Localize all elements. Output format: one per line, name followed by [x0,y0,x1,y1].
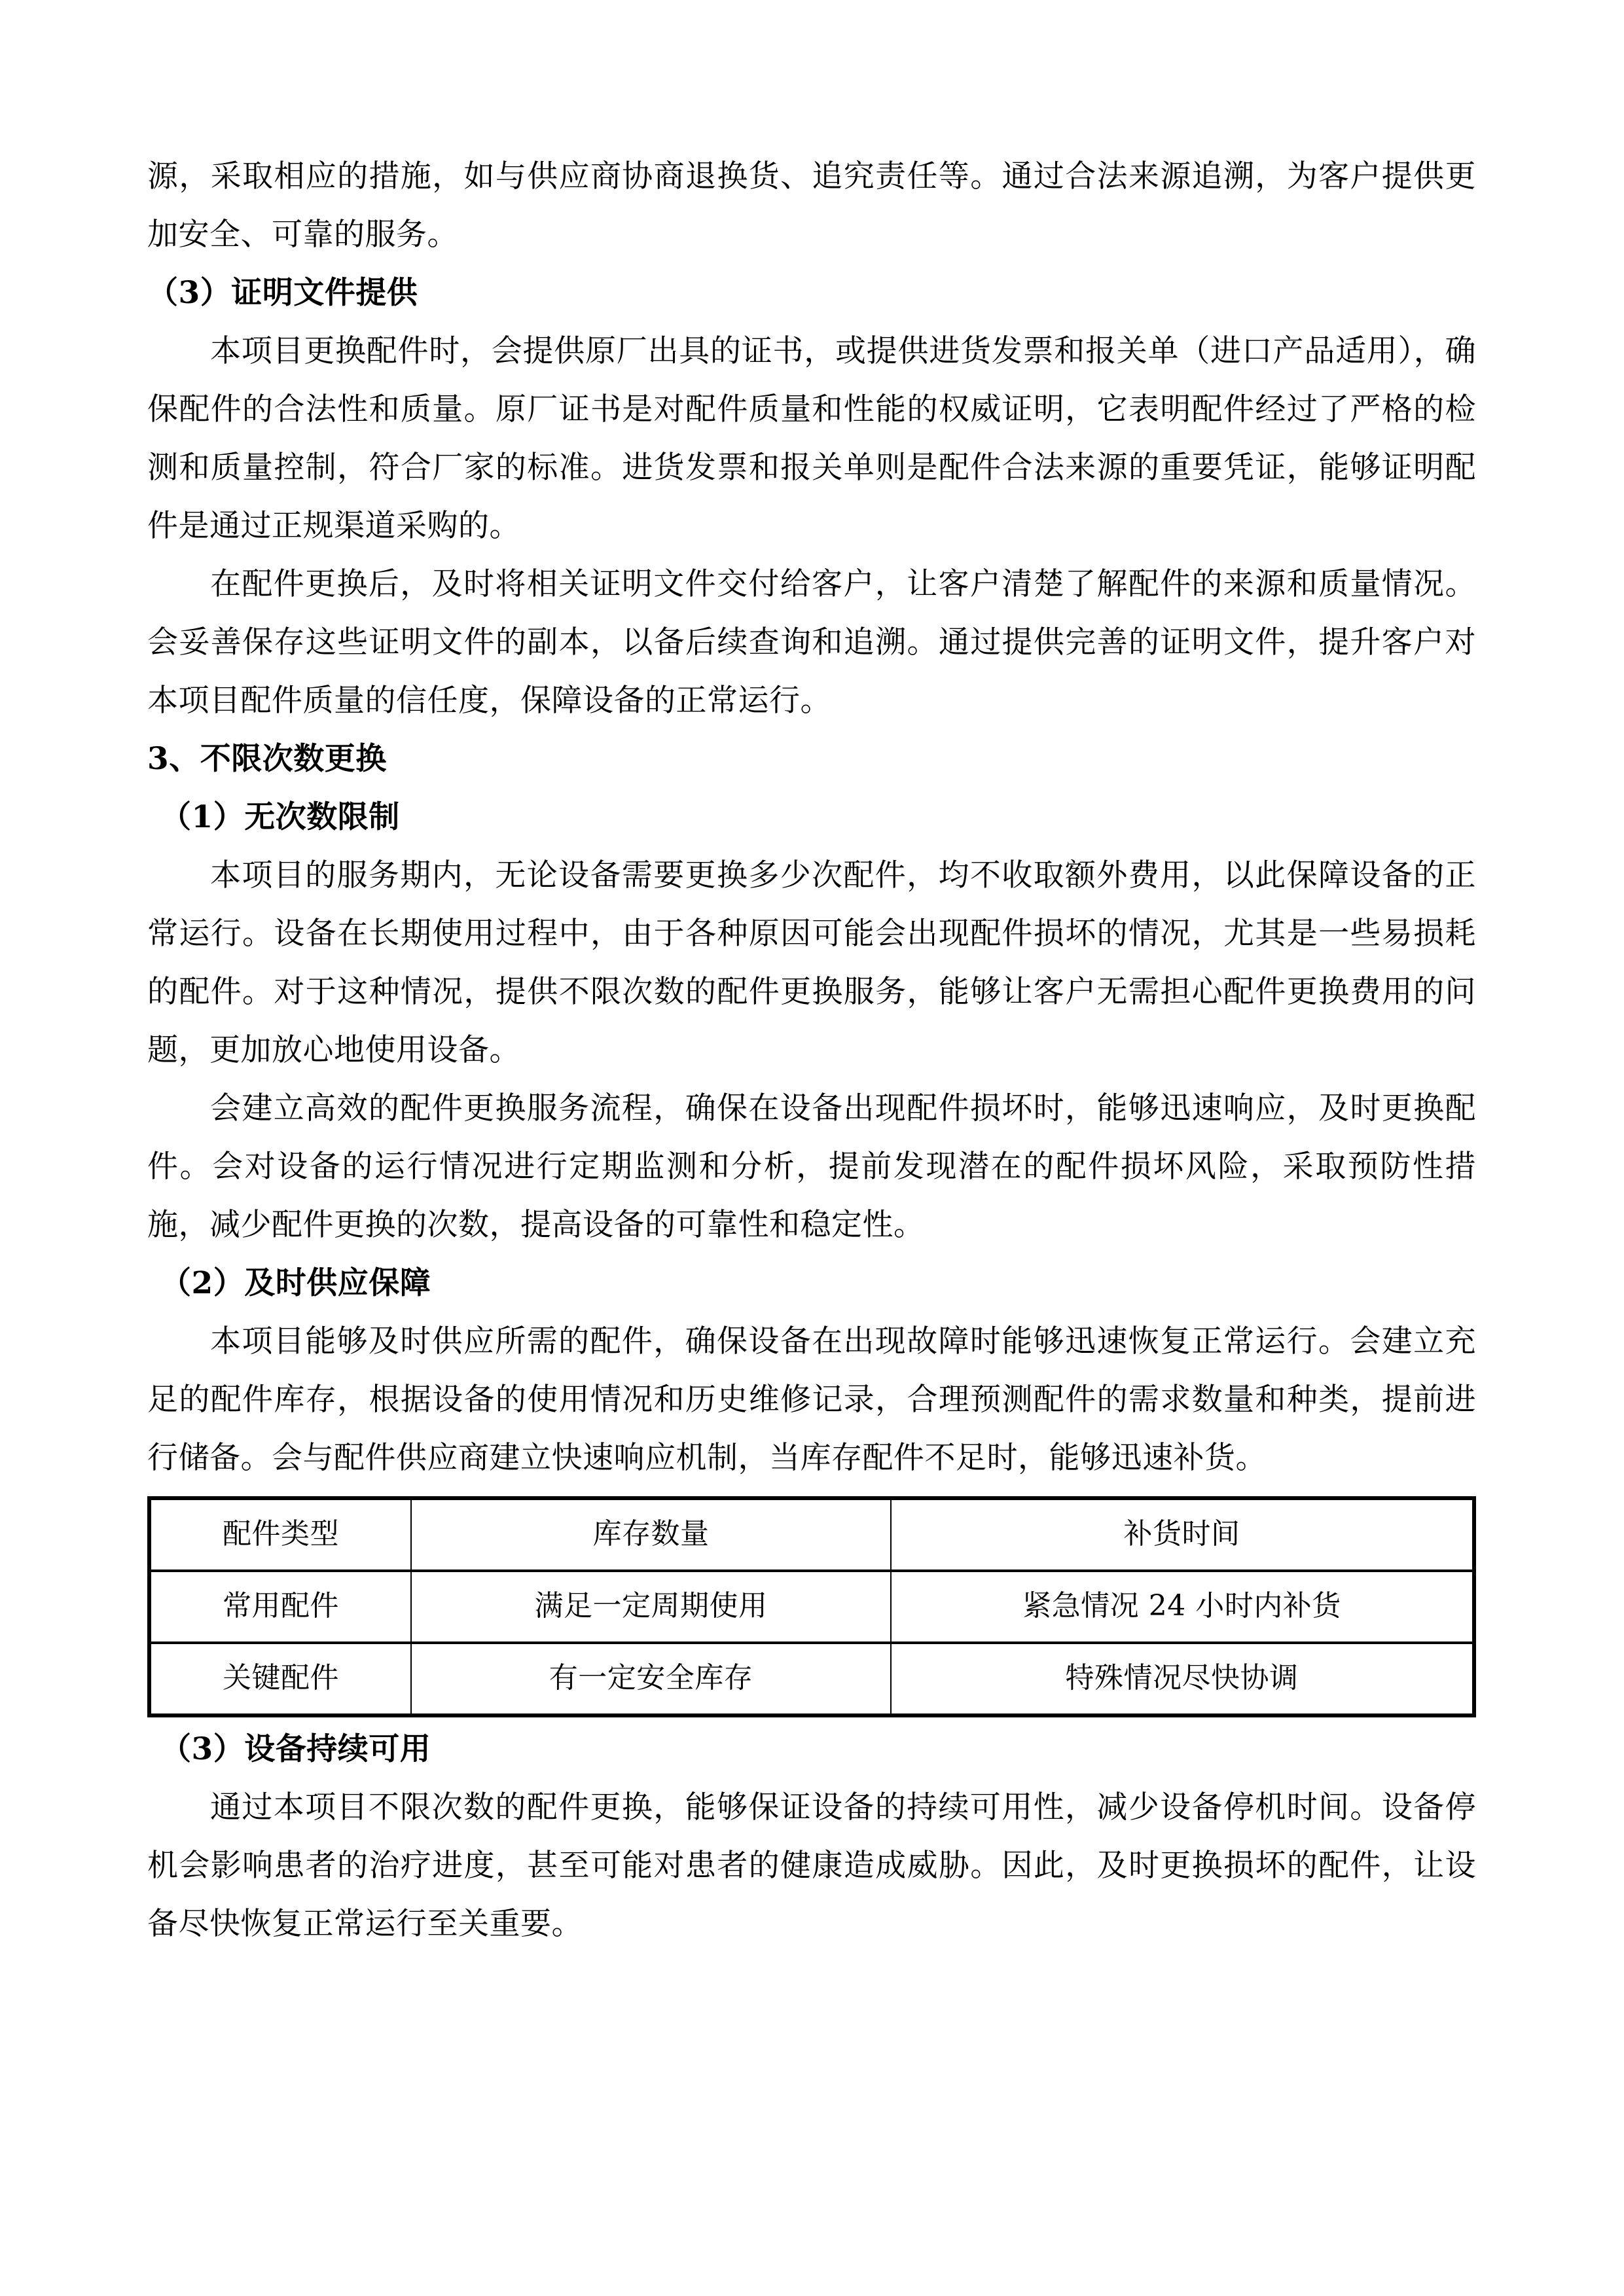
paragraph-source-traceability-continued: 源，采取相应的措施，如与供应商协商退换货、追究责任等。通过合法来源追溯，为客户提供更加安全、可靠的服务。 [147,158,1476,253]
paragraph-supply-guarantee: 本项目能够及时供应所需的配件，确保设备在出现故障时能够迅速恢复正常运行。会建立充足的配件库存，根据设备的使用情况和历史维修记录，合理预测配件的需求数量和种类，提前进行储备。会与配件供应商建立快速响应机制，当库存配件不足时，能够迅速补货。 [147,1323,1476,1476]
table-header-row [149,1498,1474,1571]
table-header-cell-restock-time: 补货时间 [891,1498,1474,1571]
table-row [149,1643,1474,1715]
parts-inventory-table [147,1496,1476,1717]
paragraph-certificate-delivery: 在配件更换后，及时将相关证明文件交付给客户，让客户清楚了解配件的来源和质量情况。会妥善保存这些证明文件的副本，以备后续查询和追溯。通过提供完善的证明文件，提升客户对本项目配件质量的信任度，保障设备的正常运行。 [147,566,1476,719]
table-cell-part-type: 常用配件 [149,1571,411,1643]
paragraph-no-extra-fee: 本项目的服务期内，无论设备需要更换多少次配件，均不收取额外费用，以此保障设备的正常运行。设备在长期使用过程中，由于各种原因可能会出现配件损坏的情况，尤其是一些易损耗的配件。对于这种情况，提供不限次数的配件更换服务，能够让客户无需担心配件更换费用的问题，更加放心地使用设备。 [147,857,1476,1068]
heading-certificate-documents: （3）证明文件提供 [147,275,418,311]
heading-continuous-availability: （3）设备持续可用 [160,1731,431,1767]
heading-timely-supply: （2）及时供应保障 [160,1265,431,1301]
table-cell-restock-time: 特殊情况尽快协调 [891,1643,1474,1715]
document-body [147,147,1476,1953]
table-row [149,1571,1474,1643]
table-header-cell-part-type: 配件类型 [149,1498,411,1571]
table-header-cell-stock-quantity: 库存数量 [411,1498,891,1571]
paragraph-certificate-provision: 本项目更换配件时，会提供原厂出具的证书，或提供进货发票和报关单（进口产品适用），确保配件的合法性和质量。原厂证书是对配件质量和性能的权威证明，它表明配件经过了严格的检测和质量控制，符合厂家的标准。进货发票和报关单则是配件合法来源的重要凭证，能够证明配件是通过正规渠道采购的。 [147,333,1476,544]
table-cell-stock-quantity: 满足一定周期使用 [411,1571,891,1643]
table-cell-restock-time: 紧急情况 24 小时内补货 [891,1571,1474,1643]
paragraph-reduce-downtime: 通过本项目不限次数的配件更换，能够保证设备的持续可用性，减少设备停机时间。设备停机会影响患者的治疗进度，甚至可能对患者的健康造成威胁。因此，及时更换损坏的配件，让设备尽快恢复正常运行至关重要。 [147,1789,1476,1942]
table-cell-stock-quantity: 有一定安全库存 [411,1643,891,1715]
table-cell-part-type: 关键配件 [149,1643,411,1715]
paragraph-efficient-process: 会建立高效的配件更换服务流程，确保在设备出现配件损坏时，能够迅速响应，及时更换配件。会对设备的运行情况进行定期监测和分析，提前发现潜在的配件损坏风险，采取预防性措施，减少配件更换的次数，提高设备的可靠性和稳定性。 [147,1090,1476,1243]
heading-unlimited-replacement: 3、不限次数更换 [147,741,387,777]
heading-no-count-limit: （1）无次数限制 [160,799,400,835]
